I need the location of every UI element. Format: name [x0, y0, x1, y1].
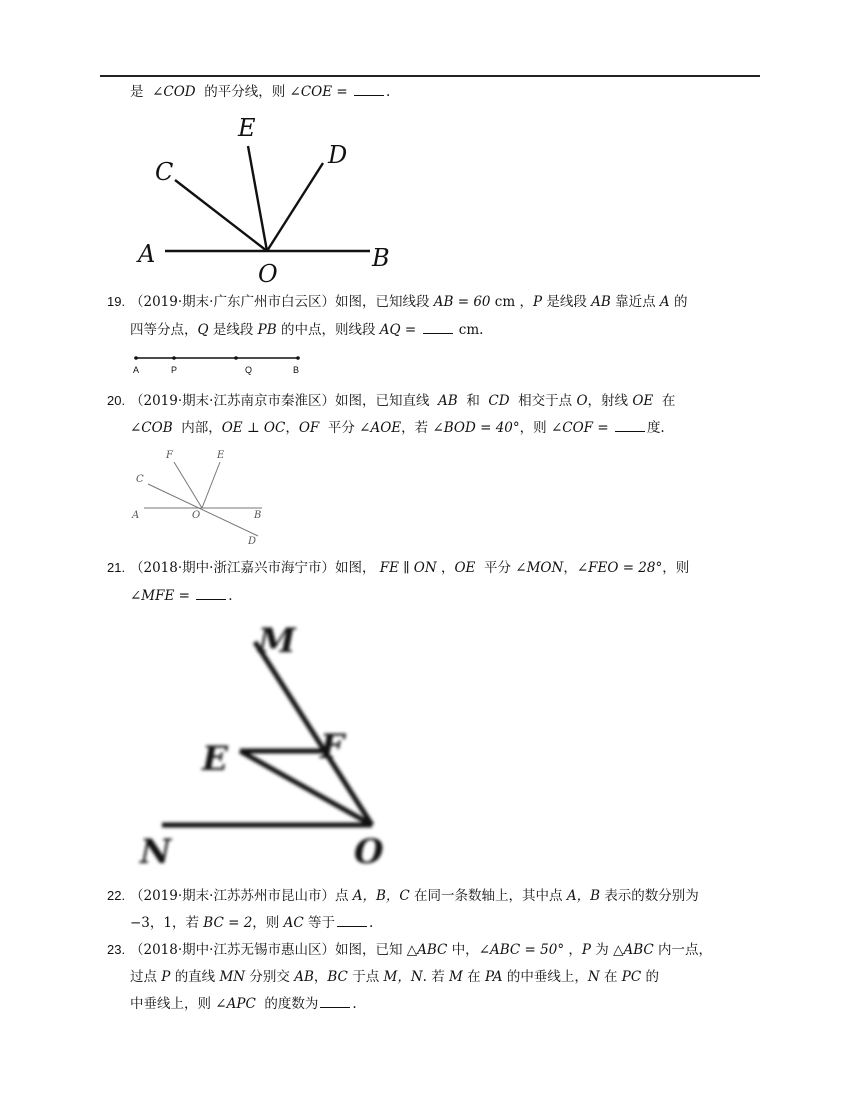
q19-line1: （2019·期末·广东广州市白云区）如图，已知线段 AB = 60 cm ，P 是线段 AB 靠近点 A 的 — [130, 294, 688, 310]
q20-number: 20. — [107, 393, 126, 408]
label-n: N — [140, 832, 172, 872]
label-e: E — [217, 450, 225, 461]
label-o: O — [354, 832, 384, 872]
point-a: A — [133, 365, 140, 375]
header-rule — [100, 75, 760, 77]
q23-line2: 过点 P 的直线 MN 分别交 AB，BC 于点 M，N. 若 M 在 PA 的中垂线上，N 在 PC 的 — [130, 969, 659, 985]
q21-number: 21. — [107, 560, 126, 575]
q19-line2: 四等分点，Q 是线段 PB 的中点，则线段 AQ = cm. — [130, 322, 484, 338]
label-o: O — [258, 260, 278, 288]
q21-line1: （2018·期中·浙江嘉兴市海宁市）如图， FE ∥ ON ，OE 平分 ∠MON，∠FEO = 28°，则 — [130, 560, 690, 576]
q19-number: 19. — [107, 294, 126, 309]
figure-segment — [130, 350, 310, 376]
q23-line1: （2018·期中·江苏无锡市惠山区）如图，已知 △ABC 中，∠ABC = 50° ，P 为 △ABC 内一点， — [130, 942, 712, 958]
label-b: B — [254, 510, 262, 521]
label-c: C — [136, 474, 144, 485]
figure-intersecting-lines — [130, 446, 280, 546]
answer-blank[interactable] — [320, 995, 350, 1008]
point-p: P — [171, 365, 178, 375]
q21-line2: ∠MFE = . — [130, 588, 233, 604]
label-d: D — [328, 141, 348, 169]
label-o: O — [192, 510, 201, 521]
q20-line2: ∠COB 内部，OE ⊥ OC，OF 平分 ∠AOE，若 ∠BOD = 40°，则 ∠COF = 度. — [130, 420, 665, 436]
q23-line3: 中垂线上，则 ∠APC 的度数为 . — [130, 996, 357, 1012]
label-m: M — [258, 621, 296, 661]
label-a: A — [132, 510, 140, 521]
answer-blank[interactable] — [423, 321, 453, 334]
label-e: E — [202, 739, 228, 779]
figure-parallel-lines — [140, 620, 410, 870]
label-b: B — [372, 244, 390, 272]
answer-blank[interactable] — [337, 914, 367, 927]
label-d: D — [248, 536, 257, 547]
label-c: C — [155, 158, 174, 186]
label-f: F — [166, 450, 173, 461]
answer-blank[interactable] — [196, 587, 226, 600]
point-b: B — [293, 365, 300, 375]
point-q: Q — [245, 365, 253, 375]
answer-blank[interactable] — [615, 419, 645, 432]
figure-angle-bisector — [130, 108, 400, 288]
q20-line1: （2019·期末·江苏南京市秦淮区）如图，已知直线 AB 和 CD 相交于点 O，射线 OE 在 — [130, 393, 676, 409]
q22-line2: −3，1，若 BC = 2，则 AC 等于 . — [130, 915, 374, 931]
label-e: E — [238, 114, 256, 142]
q23-number: 23. — [107, 942, 126, 957]
label-f: F — [320, 727, 345, 767]
q22-line1: （2019·期末·江苏苏州市昆山市）点 A，B，C 在同一条数轴上，其中点 A，B 表示的数分别为 — [130, 888, 699, 904]
answer-blank[interactable] — [354, 83, 384, 96]
prev-question-line: 是 ∠COD 的平分线，则 ∠COE = . — [130, 84, 391, 100]
q22-number: 22. — [107, 888, 126, 903]
label-a: A — [138, 240, 156, 268]
